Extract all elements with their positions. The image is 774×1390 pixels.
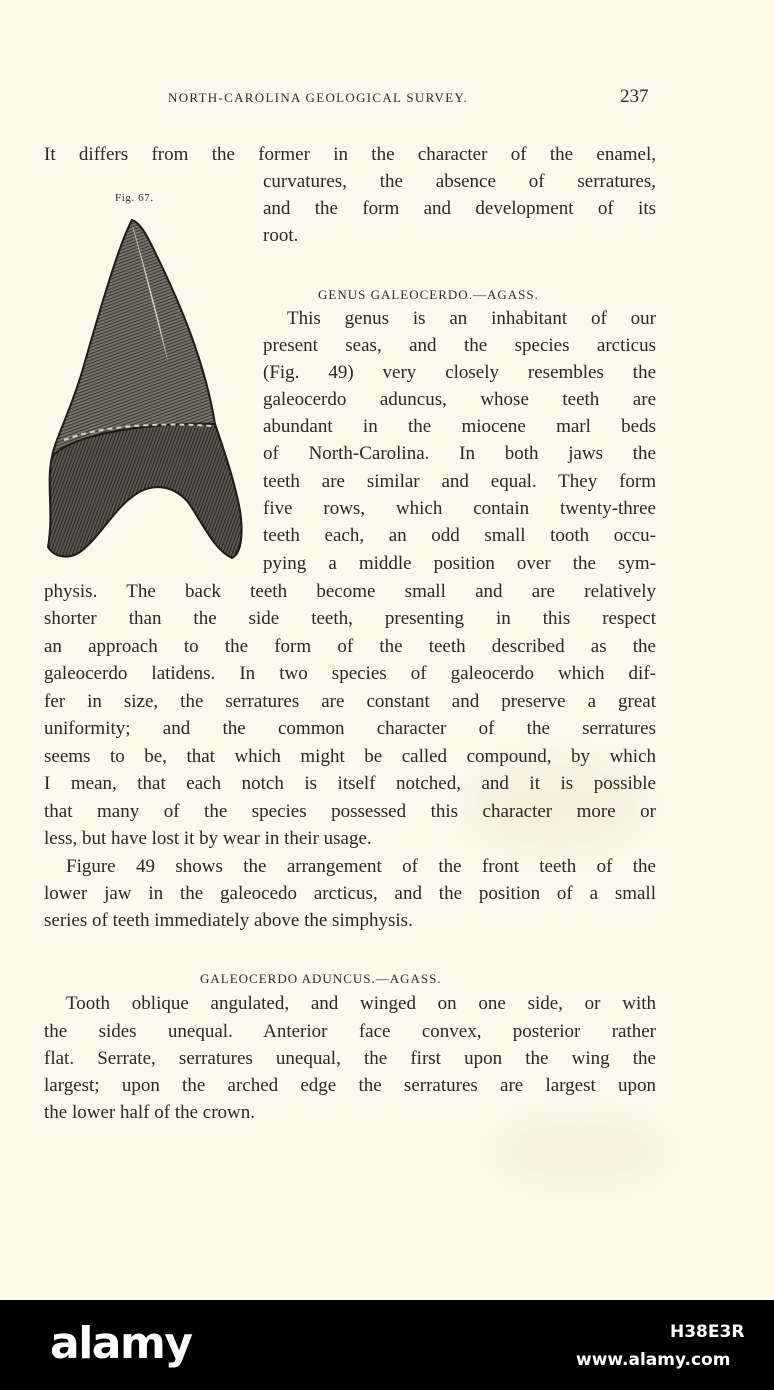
section-heading: GENUS GALEOCERDO.—AGASS.: [318, 287, 539, 302]
text-line: fer in size, the serratures are constant and preserve a great: [44, 691, 656, 712]
watermark-banner: [0, 1300, 774, 1390]
site-url: www.alamy.com: [576, 1350, 731, 1370]
section-heading: GALEOCERDO ADUNCUS.—AGASS.: [200, 971, 442, 986]
page-number: 237: [620, 86, 649, 107]
text-line: root.: [263, 225, 299, 246]
text-line: galeocerdo aduncus, whose teeth are: [263, 389, 656, 410]
text-line: seems to be, that which might be called compound, by which: [44, 746, 656, 767]
tooth-crown: [52, 220, 215, 457]
text-line: It differs from the former in the character of the enamel,: [44, 144, 656, 165]
text-line: uniformity; and the common character of the serratures: [44, 718, 656, 739]
text-line: This genus is an inhabitant of our: [287, 308, 656, 329]
figure-label: Fig. 67.: [115, 192, 154, 204]
text-line: that many of the species possessed this character more or: [44, 801, 656, 822]
text-line: (Fig. 49) very closely resembles the: [263, 362, 656, 383]
text-line: an approach to the form of the teeth described as the: [44, 636, 656, 657]
text-line: teeth each, an odd small tooth occu-: [263, 525, 656, 546]
text-line: abundant in the miocene marl beds: [263, 416, 656, 437]
shark-tooth-illustration: [40, 212, 245, 567]
text-line: flat. Serrate, serratures unequal, the first upon the wing the: [44, 1048, 656, 1069]
text-line: pying a middle position over the sym-: [263, 553, 656, 574]
text-line: five rows, which contain twenty-three: [263, 498, 656, 519]
text-line: I mean, that each notch is itself notched, and it is possible: [44, 773, 656, 794]
running-header: NORTH-CAROLINA GEOLOGICAL SURVEY.: [168, 90, 468, 105]
text-line: curvatures, the absence of serratures,: [263, 171, 656, 192]
text-line: shorter than the side teeth, presenting in this respect: [44, 608, 656, 629]
brand-logo: alamy: [50, 1318, 192, 1369]
text-line: largest; upon the arched edge the serratures are largest upon: [44, 1075, 656, 1096]
text-line: of North-Carolina. In both jaws the: [263, 443, 656, 464]
text-line: series of teeth immediately above the simphysis.: [44, 910, 413, 931]
text-line: less, but have lost it by wear in their usage.: [44, 828, 372, 849]
text-line: the sides unequal. Anterior face convex, posterior rather: [44, 1021, 656, 1042]
paper-stain: [500, 1120, 660, 1180]
text-line: lower jaw in the galeocedo arcticus, and the position of a small: [44, 883, 656, 904]
text-line: present seas, and the species arcticus: [263, 335, 656, 356]
text-line: the lower half of the crown.: [44, 1102, 256, 1123]
text-line: teeth are similar and equal. They form: [263, 471, 656, 492]
text-line: galeocerdo latidens. In two species of galeocerdo which dif-: [44, 663, 656, 684]
tooth-root: [48, 424, 242, 558]
text-line: Tooth oblique angulated, and winged on one side, or with: [66, 993, 656, 1014]
text-line: physis. The back teeth become small and are relatively: [44, 581, 656, 602]
image-id: H38E3R: [670, 1322, 745, 1342]
text-line: and the form and development of its: [263, 198, 656, 219]
text-line: Figure 49 shows the arrangement of the front teeth of the: [66, 856, 656, 877]
